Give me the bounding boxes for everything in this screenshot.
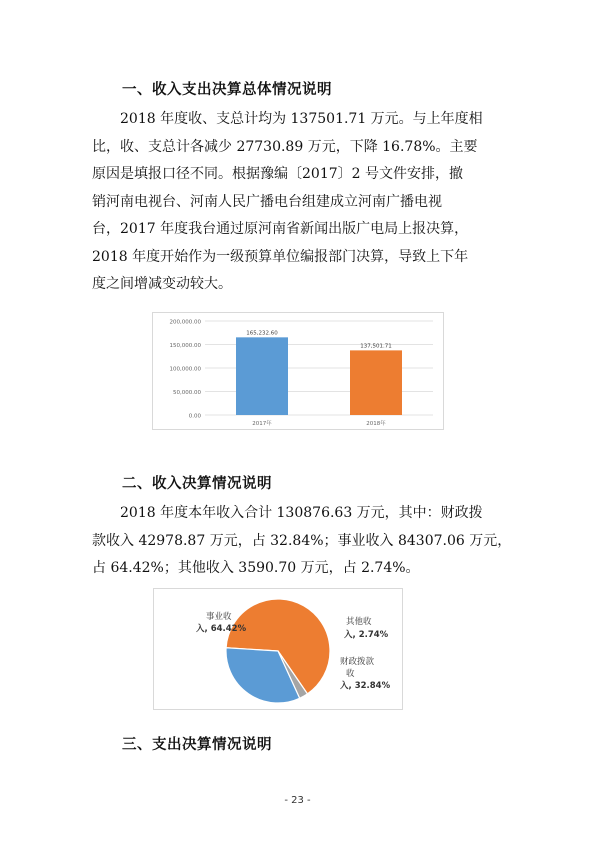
y-tick-label: 100,000.00 <box>169 366 201 373</box>
paragraph-line: 原因是填报口径不同。根据豫编〔2017〕2 号文件安排，撤 <box>92 166 463 182</box>
paragraph-line: 台，2017 年度我台通过原河南省新闻出版广电局上报决算， <box>92 221 469 237</box>
x-category-label: 2017年 <box>252 421 272 427</box>
paragraph-line: 占 64.42%；其他收入 3590.70 万元，占 2.74%。 <box>92 560 420 576</box>
pie-label-caizheng-3: 入, 32.84% <box>340 681 391 691</box>
bar-value-label: 165,232.60 <box>246 330 278 337</box>
pie-label-shiye-1: 事业收 <box>206 612 232 622</box>
bar-xlabels <box>252 419 386 427</box>
bar-bars <box>236 330 402 415</box>
paragraph-line: 度之间增减变动较大。 <box>92 276 232 292</box>
pie-slices <box>226 599 330 703</box>
page-number: - 23 - <box>284 795 311 806</box>
paragraph-line: 比，收、支总计各减少 27730.89 万元，下降 16.78%。主要 <box>92 138 478 155</box>
section3-heading: 三、支出决算情况说明 <box>122 737 272 753</box>
bar <box>236 337 288 415</box>
paragraph-line: 2018 年度本年收入合计 130876.63 万元，其中：财政拨 <box>92 505 483 521</box>
y-tick-label: 50,000.00 <box>173 390 201 396</box>
pie-label-caizheng-1: 财政拨款 <box>340 657 375 667</box>
bar <box>350 350 402 415</box>
pie-chart-svg <box>154 589 402 709</box>
pie-label-qita-1: 其他收 <box>346 617 372 627</box>
paragraph-line: 2018 年度开始作为一级预算单位编报部门决算，导致上下年 <box>92 248 469 265</box>
section2-paragraph <box>92 500 512 583</box>
pie-label-qita-2: 入, 2.74% <box>344 630 389 640</box>
section2-heading: 二、收入决算情况说明 <box>122 476 272 492</box>
y-tick-label: 200,000.00 <box>169 319 201 326</box>
section1-heading: 一、收入支出决算总体情况说明 <box>122 82 332 98</box>
y-tick-label: 0.00 <box>188 413 201 420</box>
pie-chart <box>153 588 403 710</box>
bar-yticks <box>170 320 202 420</box>
bar-chart <box>152 312 444 430</box>
section1-paragraph <box>92 106 512 299</box>
paragraph-line: 销河南电视台、河南人民广播电台组建成立河南广播电视 <box>92 193 442 210</box>
pie-label-caizheng-2: 收 <box>346 669 355 679</box>
bar-value-label: 137,501.71 <box>360 343 392 350</box>
x-category-label: 2018年 <box>366 421 386 427</box>
y-tick-label: 150,000.00 <box>169 343 201 349</box>
paragraph-line: 款收入 42978.87 万元，占 32.84%；事业收入 84307.06 万元， <box>92 532 512 549</box>
pie-label-shiye-2: 入, 64.42% <box>196 624 247 634</box>
paragraph-line: 2018 年度收、支总计均为 137501.71 万元。与上年度相 <box>92 111 483 127</box>
bar-chart-svg <box>153 313 443 429</box>
